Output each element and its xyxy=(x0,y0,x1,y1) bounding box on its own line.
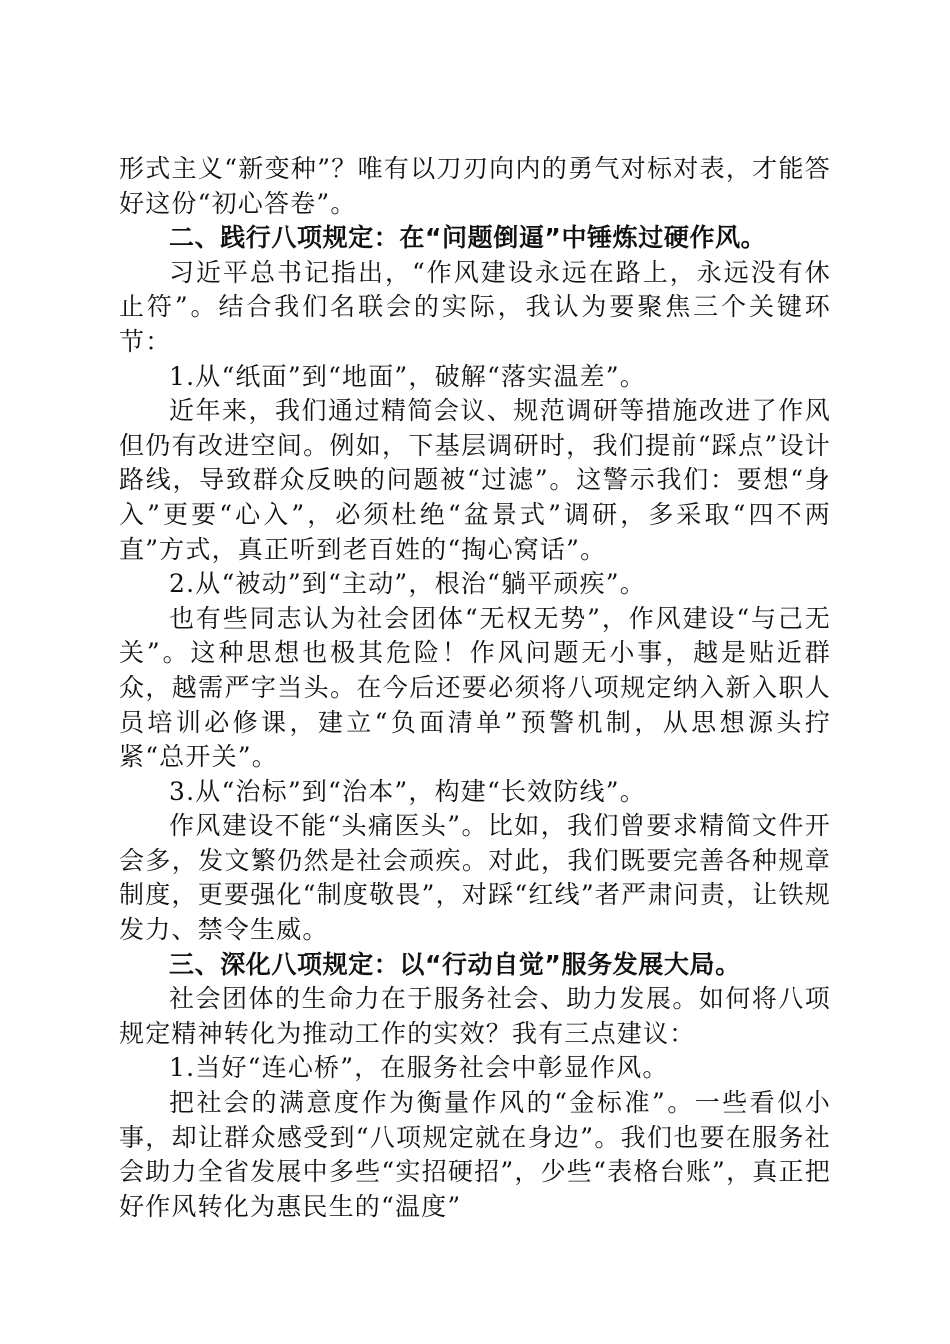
paragraph: 也有些同志认为社会团体“无权无势”，作风建设“与己无关”。这种思想也极其危险！作风问题无小事，越是贴近群众，越需严字当头。在今后还要必须将八项规定纳入新入职人员培训必修课，建立“负面清单”预警机制，从思想源头拧紧“总开关”。 xyxy=(119,603,831,772)
paragraph-continuation: 形式主义“新变种”？唯有以刀刃向内的勇气对标对表，才能答好这份“初心答卷”。 xyxy=(119,154,831,218)
subheading-point-1: 1.当好“连心桥”，在服务社会中彰显作风。 xyxy=(169,1053,669,1083)
subheading-point-3: 3.从“治标”到“治本”，构建“长效防线”。 xyxy=(169,776,646,806)
paragraph: 把社会的满意度作为衡量作风的“金标准”。一些看似小事，却让群众感受到“八项规定就在身边”。我们也要在服务社会助力全省发展中多些“实招硬招”，少些“表格台账”，真正把好作风转化为惠民生的“温度” xyxy=(119,1088,831,1221)
paragraph: 社会团体的生命力在于服务社会、助力发展。如何将八项规定精神转化为推动工作的实效？我有三点建议： xyxy=(119,984,831,1048)
subheading-point-1: 1.从“纸面”到“地面”，破解“落实温差”。 xyxy=(169,361,646,391)
paragraph: 习近平总书记指出，“作风建设永远在路上，永远没有休止符”。结合我们名联会的实际，我认为要聚焦三个关键环节： xyxy=(119,257,831,356)
document-body xyxy=(119,152,831,1224)
section-heading-3: 三、深化八项规定：以“行动自觉”服务发展大局。 xyxy=(169,949,741,979)
section-heading-2: 二、践行八项规定：在“问题倒逼”中锤炼过硬作风。 xyxy=(169,223,767,253)
paragraph: 近年来，我们通过精简会议、规范调研等措施改进了作风但仍有改进空间。例如，下基层调研时，我们提前“踩点”设计路线，导致群众反映的问题被“过滤”。这警示我们：要想“身入”更要“心入”，必须杜绝“盆景式”调研，多采取“四不两直”方式，真正听到老百姓的“掏心窝话”。 xyxy=(119,396,831,564)
paragraph: 作风建设不能“头痛医头”。比如，我们曾要求精简文件开会多，发文繁仍然是社会顽疾。对此，我们既要完善各种规章制度，更要强化“制度敬畏”，对踩“红线”者严肃问责，让铁规发力、禁令生威。 xyxy=(119,811,831,945)
subheading-point-2: 2.从“被动”到“主动”，根治“躺平顽疾”。 xyxy=(169,569,646,599)
